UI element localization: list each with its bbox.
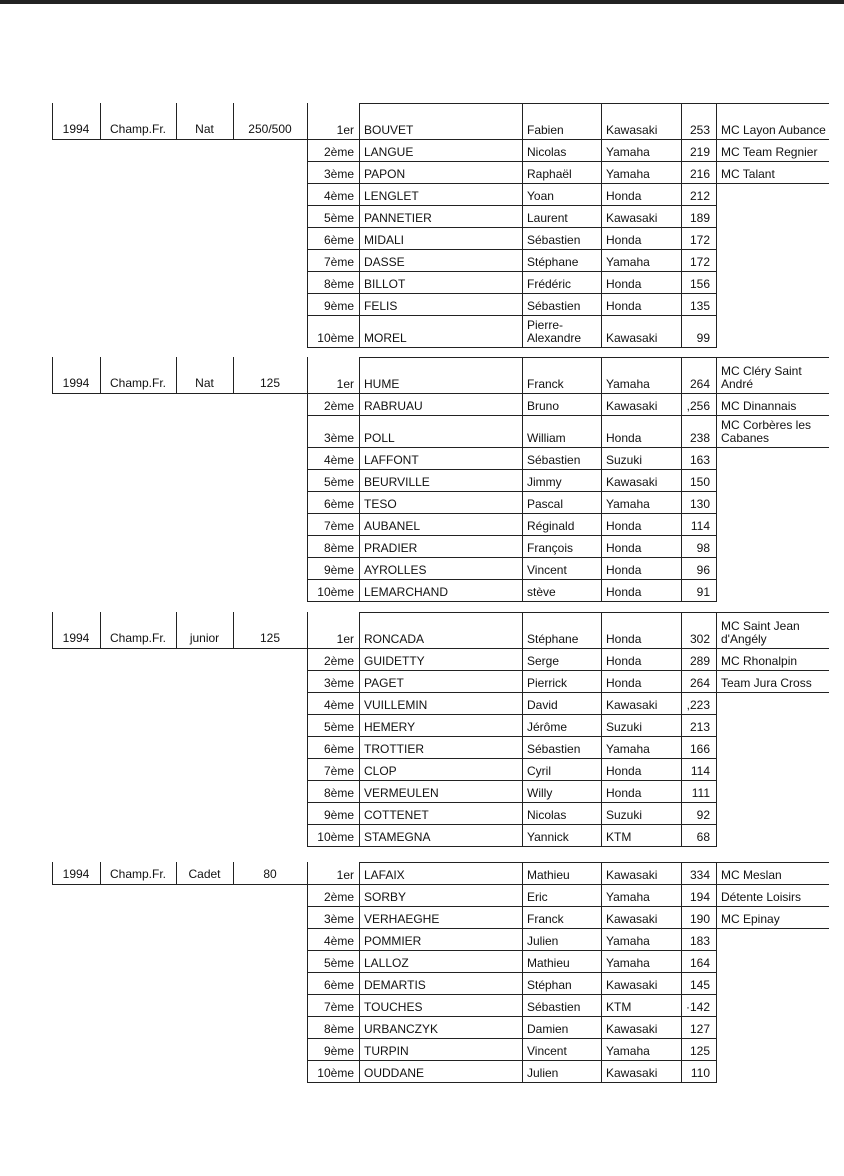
table-rule (52, 612, 53, 648)
firstname-cell: Sébastien (527, 453, 581, 467)
firstname-cell: Nicolas (527, 808, 567, 822)
class-cell: 125 (259, 376, 281, 390)
surname-cell: LAFAIX (364, 868, 405, 882)
rank-cell: 1er (336, 632, 354, 646)
table-rule (601, 862, 602, 1082)
brand-cell: Kawasaki (606, 698, 658, 712)
surname-cell: LENGLET (364, 189, 419, 203)
brand-cell: Yamaha (606, 255, 650, 269)
table-rule (359, 612, 360, 846)
brand-cell: Kawasaki (606, 211, 658, 225)
rank-cell: 3ème (323, 676, 354, 690)
table-rule (233, 612, 234, 648)
points-cell: 127 (689, 1022, 710, 1036)
points-cell: 145 (689, 978, 710, 992)
firstname-cell: Vincent (527, 1044, 567, 1058)
club-cell: MC Rhonalpin (721, 654, 798, 668)
year-cell: 1994 (62, 376, 90, 390)
brand-cell: Honda (606, 541, 642, 555)
championship-cell: Champ.Fr. (109, 631, 166, 645)
table-rule (52, 103, 53, 139)
points-cell: 163 (689, 453, 710, 467)
category-cell: Nat (195, 122, 214, 136)
table-rule (176, 357, 177, 393)
points-cell: 190 (689, 912, 710, 926)
table-rule (233, 862, 234, 884)
surname-cell: VERMEULEN (364, 786, 439, 800)
rank-cell: 9ème (323, 1044, 354, 1058)
surname-cell: SORBY (364, 890, 407, 904)
club-cell: MC Corbères les Cabanes (721, 418, 812, 445)
table-rule (601, 103, 602, 347)
rank-cell: 9ème (323, 808, 354, 822)
table-rule (307, 612, 308, 846)
brand-cell: Honda (606, 632, 642, 646)
rank-cell: 2ème (323, 399, 354, 413)
table-rule (359, 357, 360, 601)
firstname-cell: Stéphan (527, 978, 572, 992)
brand-cell: Yamaha (606, 956, 650, 970)
rank-cell: 10ème (317, 585, 354, 599)
surname-cell: FELIS (364, 299, 398, 313)
firstname-cell: Pierrick (527, 676, 568, 690)
class-cell: 250/500 (248, 122, 292, 136)
points-cell: 172 (689, 233, 710, 247)
club-cell: MC Cléry Saint André (721, 364, 802, 391)
points-cell: 114 (690, 519, 710, 533)
points-cell: 213 (689, 720, 710, 734)
brand-cell: KTM (606, 1000, 632, 1014)
surname-cell: PANNETIER (364, 211, 432, 225)
firstname-cell: Sébastien (527, 742, 581, 756)
rank-cell: 9ème (323, 299, 354, 313)
firstname-cell: Eric (527, 890, 548, 904)
firstname-cell: Franck (527, 912, 564, 926)
brand-cell: Kawasaki (606, 912, 658, 926)
table-rule (307, 357, 308, 601)
brand-cell: Yamaha (606, 377, 650, 391)
rank-cell: 3ème (323, 167, 354, 181)
table-rule (307, 846, 717, 847)
points-cell: 98 (696, 541, 710, 555)
firstname-cell: Frédéric (527, 277, 572, 291)
surname-cell: LANGUE (364, 145, 414, 159)
brand-cell: Honda (606, 676, 642, 690)
surname-cell: HUME (364, 377, 400, 391)
points-cell: 238 (689, 431, 710, 445)
table-rule (52, 648, 308, 649)
table-rule (100, 103, 101, 139)
rank-cell: 4ème (323, 934, 354, 948)
club-cell: MC Talant (721, 167, 775, 181)
rank-cell: 7ème (323, 764, 354, 778)
surname-cell: LEMARCHAND (364, 585, 449, 599)
rank-cell: 10ème (317, 331, 354, 345)
surname-cell: OUDDANE (364, 1066, 425, 1080)
club-cell: Détente Loisirs (721, 890, 802, 904)
rank-cell: 2ème (323, 145, 354, 159)
surname-cell: LALLOZ (364, 956, 409, 970)
table-rule (716, 928, 829, 929)
brand-cell: Honda (606, 431, 642, 445)
firstname-cell: Stéphane (527, 632, 579, 646)
points-cell: 194 (689, 890, 710, 904)
table-rule (233, 357, 234, 393)
brand-cell: Honda (606, 786, 642, 800)
championship-cell: Champ.Fr. (109, 867, 166, 881)
surname-cell: COTTENET (364, 808, 429, 822)
championship-cell: Champ.Fr. (109, 122, 166, 136)
table-rule (52, 357, 53, 393)
firstname-cell: Mathieu (527, 956, 570, 970)
brand-cell: Kawasaki (606, 123, 658, 137)
brand-cell: Yamaha (606, 890, 650, 904)
brand-cell: Honda (606, 654, 642, 668)
points-cell: 91 (696, 585, 710, 599)
firstname-cell: Fabien (527, 123, 564, 137)
year-cell: 1994 (62, 122, 90, 136)
category-cell: Nat (195, 376, 214, 390)
club-cell: MC Saint Jean d'Angély (721, 619, 800, 646)
points-cell: 164 (689, 956, 710, 970)
brand-cell: Kawasaki (606, 978, 658, 992)
table-rule (601, 612, 602, 846)
rank-cell: 8ème (323, 1022, 354, 1036)
points-cell: 302 (689, 632, 710, 646)
points-cell: 264 (689, 377, 710, 391)
firstname-cell: Pascal (527, 497, 564, 511)
table-rule (100, 862, 101, 884)
table-rule (681, 103, 682, 347)
brand-cell: KTM (606, 830, 632, 844)
brand-cell: Suzuki (606, 808, 643, 822)
brand-cell: Honda (606, 519, 642, 533)
rank-cell: 3ème (323, 431, 354, 445)
rank-cell: 10ème (317, 830, 354, 844)
table-rule (522, 357, 523, 601)
firstname-cell: Mathieu (527, 868, 570, 882)
firstname-cell: Raphaël (527, 167, 572, 181)
brand-cell: Yamaha (606, 934, 650, 948)
points-cell: 99 (696, 331, 710, 345)
table-rule (176, 103, 177, 139)
rank-cell: 5ème (323, 720, 354, 734)
points-cell: 114 (690, 764, 710, 778)
rank-cell: 6ème (323, 978, 354, 992)
points-cell: 156 (689, 277, 710, 291)
rank-cell: 5ème (323, 211, 354, 225)
surname-cell: PAGET (364, 676, 404, 690)
club-cell: MC Epinay (721, 912, 780, 926)
firstname-cell: Julien (527, 934, 559, 948)
table-rule (716, 447, 829, 448)
rank-cell: 8ème (323, 541, 354, 555)
table-rule (359, 862, 360, 1082)
table-rule (307, 347, 717, 348)
points-cell: 172 (689, 255, 710, 269)
firstname-cell: Franck (527, 377, 564, 391)
table-rule (307, 601, 717, 602)
surname-cell: TESO (364, 497, 397, 511)
club-cell: MC Dinannais (721, 399, 797, 413)
surname-cell: GUIDETTY (364, 654, 425, 668)
rank-cell: 10ème (317, 1066, 354, 1080)
table-rule (233, 103, 234, 139)
brand-cell: Kawasaki (606, 331, 658, 345)
surname-cell: URBANCZYK (364, 1022, 439, 1036)
rank-cell: 2ème (323, 654, 354, 668)
table-rule (681, 612, 682, 846)
rank-cell: 8ème (323, 786, 354, 800)
table-rule (359, 357, 717, 358)
points-cell: ,223 (686, 698, 710, 712)
brand-cell: Kawasaki (606, 399, 658, 413)
rank-cell: 7ème (323, 255, 354, 269)
brand-cell: Kawasaki (606, 1022, 658, 1036)
table-rule (681, 357, 682, 601)
points-cell: 216 (689, 167, 710, 181)
surname-cell: BOUVET (364, 123, 414, 137)
rank-cell: 4ème (323, 189, 354, 203)
points-cell: 110 (690, 1066, 710, 1080)
brand-cell: Yamaha (606, 1044, 650, 1058)
class-cell: 125 (259, 631, 281, 645)
firstname-cell: François (527, 541, 574, 555)
year-cell: 1994 (62, 631, 90, 645)
brand-cell: Honda (606, 764, 642, 778)
rank-cell: 5ème (323, 956, 354, 970)
surname-cell: PAPON (364, 167, 406, 181)
table-rule (359, 862, 717, 863)
points-cell: 68 (696, 830, 710, 844)
category-cell: Cadet (188, 867, 221, 881)
firstname-cell: Yoan (527, 189, 554, 203)
rank-cell: 1er (336, 868, 354, 882)
firstname-cell: Sébastien (527, 233, 581, 247)
brand-cell: Honda (606, 299, 642, 313)
surname-cell: HEMERY (364, 720, 416, 734)
points-cell: 189 (689, 211, 710, 225)
surname-cell: PRADIER (364, 541, 418, 555)
points-cell: 111 (691, 786, 710, 800)
table-rule (681, 862, 682, 1082)
firstname-cell: William (527, 431, 566, 445)
rank-cell: 4ème (323, 698, 354, 712)
firstname-cell: Serge (527, 654, 560, 668)
firstname-cell: Pierre-Alexandre (527, 318, 582, 345)
table-rule (522, 612, 523, 846)
points-cell: 219 (689, 145, 710, 159)
surname-cell: VUILLEMIN (364, 698, 428, 712)
rank-cell: 1er (336, 123, 354, 137)
rank-cell: 3ème (323, 912, 354, 926)
points-cell: 289 (689, 654, 710, 668)
surname-cell: MOREL (364, 331, 407, 345)
firstname-cell: Julien (527, 1066, 559, 1080)
rank-cell: 8ème (323, 277, 354, 291)
table-rule (359, 103, 360, 347)
points-cell: 334 (689, 868, 710, 882)
table-rule (601, 357, 602, 601)
top-rule (0, 0, 844, 4)
brand-cell: Yamaha (606, 497, 650, 511)
points-cell: ,256 (686, 399, 710, 413)
table-rule (176, 612, 177, 648)
table-rule (307, 862, 308, 1082)
table-rule (52, 393, 308, 394)
table-rule (176, 862, 177, 884)
brand-cell: Yamaha (606, 167, 650, 181)
brand-cell: Kawasaki (606, 475, 658, 489)
rank-cell: 7ème (323, 519, 354, 533)
points-cell: 92 (696, 808, 710, 822)
points-cell: 253 (689, 123, 710, 137)
surname-cell: STAMEGNA (364, 830, 431, 844)
firstname-cell: Laurent (527, 211, 568, 225)
class-cell: 80 (263, 867, 277, 881)
rank-cell: 1er (336, 377, 354, 391)
firstname-cell: Nicolas (527, 145, 567, 159)
table-rule (307, 1082, 717, 1083)
rank-cell: 6ème (323, 233, 354, 247)
brand-cell: Kawasaki (606, 868, 658, 882)
rank-cell: 4ème (323, 453, 354, 467)
table-rule (716, 183, 829, 184)
surname-cell: POMMIER (364, 934, 422, 948)
brand-cell: Suzuki (606, 720, 643, 734)
brand-cell: Yamaha (606, 742, 650, 756)
table-rule (100, 357, 101, 393)
surname-cell: BEURVILLE (364, 475, 430, 489)
surname-cell: DEMARTIS (364, 978, 426, 992)
firstname-cell: Sébastien (527, 299, 581, 313)
brand-cell: Honda (606, 563, 642, 577)
surname-cell: RABRUAU (364, 399, 423, 413)
firstname-cell: Stéphane (527, 255, 579, 269)
firstname-cell: Damien (527, 1022, 569, 1036)
points-cell: 96 (696, 563, 710, 577)
points-cell: 166 (689, 742, 710, 756)
points-cell: ·142 (685, 1000, 710, 1014)
brand-cell: Honda (606, 189, 642, 203)
firstname-cell: Willy (527, 786, 553, 800)
table-rule (522, 862, 523, 1082)
brand-cell: Suzuki (606, 453, 643, 467)
firstname-cell: Bruno (527, 399, 560, 413)
rank-cell: 7ème (323, 1000, 354, 1014)
rank-cell: 5ème (323, 475, 354, 489)
brand-cell: Kawasaki (606, 1066, 658, 1080)
points-cell: 135 (689, 299, 710, 313)
surname-cell: CLOP (364, 764, 397, 778)
club-cell: Team Jura Cross (721, 676, 812, 690)
table-rule (716, 692, 829, 693)
surname-cell: TOUCHES (364, 1000, 423, 1014)
club-cell: MC Team Regnier (721, 145, 818, 159)
table-rule (52, 139, 308, 140)
points-cell: 125 (689, 1044, 710, 1058)
surname-cell: MIDALI (364, 233, 405, 247)
brand-cell: Yamaha (606, 145, 650, 159)
table-rule (52, 884, 308, 885)
category-cell: junior (189, 631, 220, 645)
table-rule (307, 103, 308, 347)
championship-cell: Champ.Fr. (109, 376, 166, 390)
surname-cell: LAFFONT (364, 453, 419, 467)
firstname-cell: Sébastien (527, 1000, 581, 1014)
brand-cell: Honda (606, 233, 642, 247)
brand-cell: Honda (606, 277, 642, 291)
points-cell: 183 (689, 934, 710, 948)
surname-cell: TURPIN (364, 1044, 409, 1058)
club-cell: MC Meslan (721, 868, 782, 882)
table-rule (52, 862, 53, 884)
firstname-cell: Jérôme (527, 720, 568, 734)
firstname-cell: David (527, 698, 558, 712)
points-cell: 130 (689, 497, 710, 511)
firstname-cell: Vincent (527, 563, 567, 577)
rank-cell: 9ème (323, 563, 354, 577)
brand-cell: Honda (606, 585, 642, 599)
table-rule (522, 103, 523, 347)
surname-cell: POLL (364, 431, 395, 445)
rank-cell: 6ème (323, 742, 354, 756)
table-rule (359, 612, 717, 613)
firstname-cell: Cyril (527, 764, 551, 778)
points-cell: 212 (689, 189, 710, 203)
table-rule (100, 612, 101, 648)
rank-cell: 2ème (323, 890, 354, 904)
firstname-cell: Jimmy (527, 475, 562, 489)
rank-cell: 6ème (323, 497, 354, 511)
surname-cell: TROTTIER (364, 742, 424, 756)
club-cell: MC Layon Aubance (721, 123, 826, 137)
firstname-cell: stève (527, 585, 556, 599)
table-rule (359, 103, 717, 104)
surname-cell: AUBANEL (364, 519, 421, 533)
surname-cell: AYROLLES (364, 563, 427, 577)
surname-cell: BILLOT (364, 277, 406, 291)
points-cell: 264 (689, 676, 710, 690)
firstname-cell: Réginald (527, 519, 575, 533)
surname-cell: RONCADA (364, 632, 425, 646)
year-cell: 1994 (62, 867, 90, 881)
points-cell: 150 (689, 475, 710, 489)
surname-cell: VERHAEGHE (364, 912, 440, 926)
firstname-cell: Yannick (527, 830, 569, 844)
surname-cell: DASSE (364, 255, 405, 269)
